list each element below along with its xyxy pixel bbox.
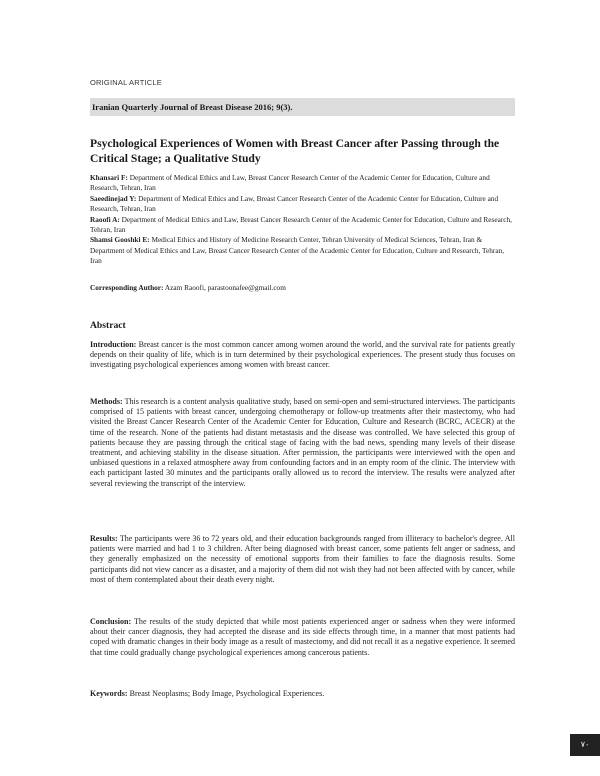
abstract-methods — [90, 397, 515, 489]
section-heading: Keywords: — [90, 689, 128, 698]
author-name: Khansari F: — [90, 173, 128, 182]
abstract-results — [90, 534, 515, 585]
corresponding-contact: Azam Raoofi, parastoonafee@gmail.com — [164, 283, 286, 292]
author-affiliation: Department of Medical Ethics and Law, Breast Cancer Research Center of the Academic Center for Education, Culture and Research, Tehran, Iran — [90, 173, 490, 193]
section-heading: Methods: — [90, 397, 123, 406]
abstract-heading: Abstract — [90, 320, 126, 331]
section-heading: Conclusion: — [90, 617, 132, 626]
author-entry — [90, 194, 515, 215]
section-heading: Results: — [90, 534, 118, 543]
author-name: Saeedinejad Y: — [90, 193, 137, 203]
page-number: ۷۰ — [570, 734, 600, 756]
author-entry — [90, 235, 515, 266]
section-text: This research is a content analysis qualitative study, based on semi-open and semi-structured interviews. The participants comprised of 15 patients with breast cancer, undergoing chemotherapy or follow-up treatments after their mastectomy, who had visited the Breast Cancer Research Center of the Academic Center for Education, Culture and Research (BCRC, ACECR) at the time of the research. None of the patients had distant metastasis and the disease was controlled. We have selected this group of patients because they are passing through the critical stage of facing with the bad news, spending many levels of their disease treatment, and achieving stability in the disease situation. After permission, the participants were interviewed with the open and unbiased questions in a relaxed atmosphere away from confounding factors and in an empty room of the clinic. The interview with each participant lasted 30 minutes and the participants orally allowed us to record the interview. The results were analyzed after several reviewing the transcript of the interview. — [90, 397, 515, 488]
section-text: The results of the study depicted that while most patients experienced anger or sadness when they were informed about their cancer diagnosis, they had accepted the disease and its side effects through time, in a manner that most patients had coped with dramatic changes in their body image as a result of mastectomy, and did not recall it as a negative experience. It seemed that time could gradually change psychological experiences among cancerous patients. — [90, 617, 515, 657]
author-entry — [90, 173, 515, 194]
author-affiliation: Medical Ethics and History of Medicine Research Center, Tehran University of Medical Sciences, Tehran, Iran & Department of Medical Ethics and Law, Breast Cancer Research Center of the Academic Center for Education, Culture and Research, Tehran, Iran — [90, 235, 505, 266]
author-affiliation: Department of Medical Ethics and Law, Breast Cancer Research Center of the Academic Center for Education, Culture and Research, Tehran, Iran — [90, 214, 512, 235]
corresponding-label: Corresponding Author: — [90, 283, 164, 292]
author-name: Shamsi Gooshki E: — [90, 235, 150, 245]
section-label: ORIGINAL ARTICLE — [90, 78, 162, 87]
section-heading: Introduction: — [90, 340, 137, 349]
corresponding-author — [90, 283, 515, 293]
author-entry — [90, 215, 515, 236]
article-title: Psychological Experiences of Women with Breast Cancer after Passing through the Critical Stage; a Qualitative Study — [90, 137, 500, 165]
abstract-keywords — [90, 689, 515, 699]
author-list — [90, 173, 515, 267]
abstract-introduction — [90, 340, 515, 371]
section-text: Breast cancer is the most common cancer among women around the world, and the survival rate for patients greatly depends on their quality of life, which is in turn determined by their psychological experiences. The present study thus focuses on investigating psychological experiences among women with breast cancer. — [90, 340, 515, 370]
section-text: Breast Neoplasms; Body Image, Psychological Experiences. — [129, 689, 325, 698]
journal-citation: Iranian Quarterly Journal of Breast Disease 2016; 9(3). — [90, 98, 515, 116]
author-name: Raoofi A: — [90, 214, 120, 224]
section-text: The participants were 36 to 72 years old, and their education backgrounds ranged from illiteracy to bachelor's degree. All patients were married and had 1 to 3 children. After being diagnosed with breast cancer, some patients felt anger or sadness, and they generally emphasized on the necessity of emotional supports from their families to face the diagnosis results. Some participants did not view cancer as a disaster, and a majority of them did not wish they had not been affected with by cancer, while most of them contemplated about their death every night. — [90, 534, 515, 584]
abstract-conclusion — [90, 617, 515, 658]
author-affiliation: Department of Medical Ethics and Law, Breast Cancer Research Center of the Academic Center for Education, Culture and Research, Tehran, Iran — [90, 193, 499, 214]
